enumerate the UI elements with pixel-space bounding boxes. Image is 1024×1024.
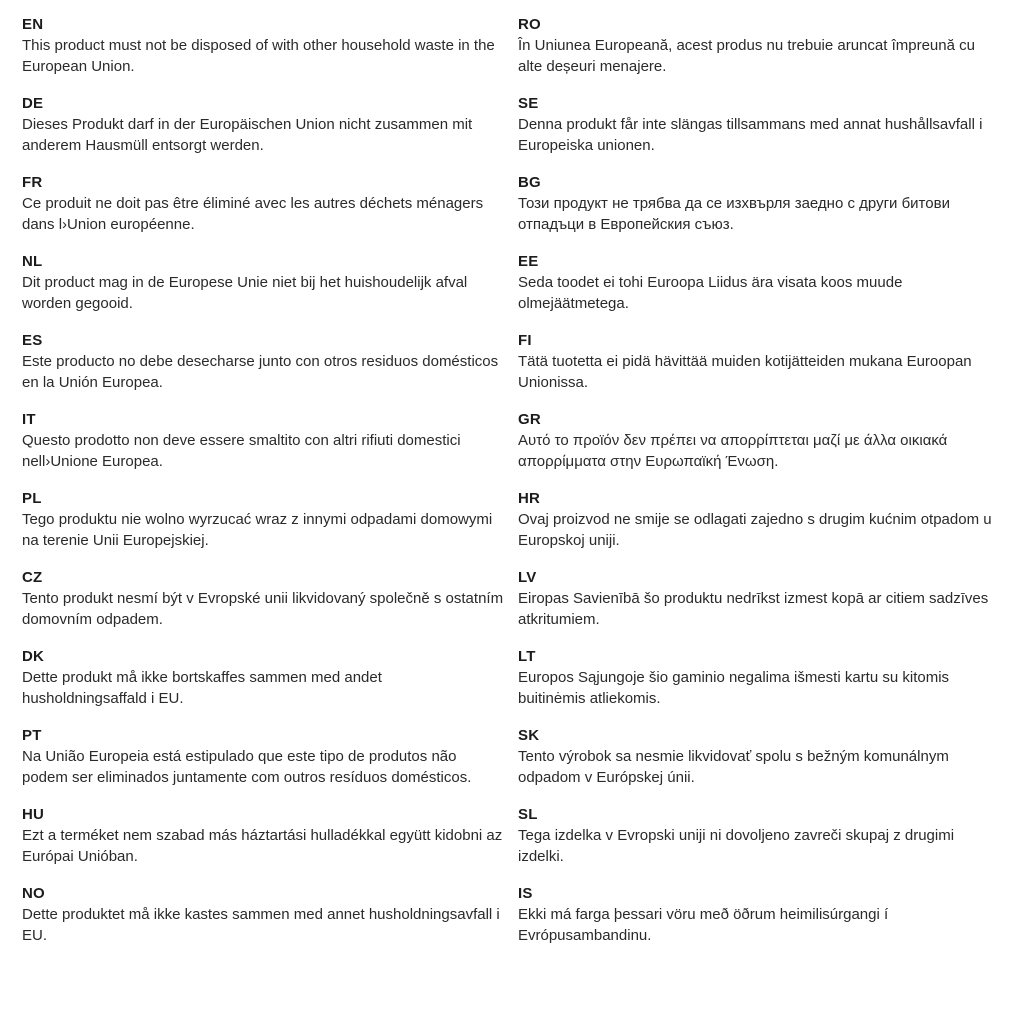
language-code-pl: PL: [22, 490, 42, 507]
notice-text-en: This product must not be disposed of with other household waste in the European Union.: [22, 37, 495, 75]
notice-text-dk: Dette produkt må ikke bortskaffes sammen med andet husholdningsaffald i EU.: [22, 669, 382, 707]
notice-entry-pl: [22, 488, 504, 551]
language-code-de: DE: [22, 95, 44, 112]
language-code-ro: RO: [518, 16, 541, 33]
notice-text-lt: Europos Sąjungoje šio gaminio negalima išmesti kartu su kitomis buitinėmis atliekomis.: [518, 669, 950, 707]
language-code-lt: LT: [518, 648, 536, 665]
notice-entry-cz: [22, 567, 504, 630]
notice-entry-ee: [518, 251, 1000, 314]
notice-entry-hr: [518, 488, 1000, 551]
notice-text-sk: Tento výrobok sa nesmie likvidovať spolu s bežným komunálnym odpadom v Európskej únii.: [518, 748, 949, 786]
notice-text-lv: Eiropas Savienībā šo produktu nedrīkst izmest kopā ar citiem sadzīves atkritumiem.: [518, 590, 989, 628]
language-code-no: NO: [22, 885, 45, 902]
right-column: [518, 14, 1000, 962]
notice-entry-ro: [518, 14, 1000, 77]
notice-entry-hu: [22, 804, 504, 867]
notice-entry-sk: [518, 725, 1000, 788]
language-code-sl: SL: [518, 806, 538, 823]
notice-text-ro: În Uniunea Europeană, acest produs nu trebuie aruncat împreună cu alte deșeuri menajere.: [518, 37, 975, 75]
notice-entry-no: [22, 883, 504, 946]
language-code-lv: LV: [518, 569, 537, 586]
notice-text-is: Ekki má farga þessari vöru með öðrum heimilisúrgangi í Evrópusambandinu.: [518, 906, 889, 944]
notice-entry-en: [22, 14, 504, 77]
language-code-it: IT: [22, 411, 36, 428]
notice-entry-gr: [518, 409, 1000, 472]
language-code-pt: PT: [22, 727, 42, 744]
notice-text-nl: Dit product mag in de Europese Unie niet bij het huishoudelijk afval worden gegooid.: [22, 274, 468, 312]
language-code-hu: HU: [22, 806, 45, 823]
notice-text-no: Dette produktet må ikke kastes sammen med annet husholdningsavfall i EU.: [22, 906, 500, 944]
notice-text-de: Dieses Produkt darf in der Europäischen Union nicht zusammen mit anderem Hausmüll entsorgt werden.: [22, 116, 473, 154]
language-code-ee: EE: [518, 253, 539, 270]
language-code-sk: SK: [518, 727, 540, 744]
notice-entry-pt: [22, 725, 504, 788]
notice-entry-dk: [22, 646, 504, 709]
language-code-en: EN: [22, 16, 44, 33]
notice-text-hr: Ovaj proizvod ne smije se odlagati zajedno s drugim kućnim otpadom u Europskoj uniji.: [518, 511, 992, 549]
notice-text-fi: Tätä tuotetta ei pidä hävittää muiden kotijätteiden mukana Euroopan Unionissa.: [518, 353, 972, 391]
language-code-hr: HR: [518, 490, 541, 507]
language-code-cz: CZ: [22, 569, 43, 586]
notice-entry-es: [22, 330, 504, 393]
notice-text-es: Este producto no debe desecharse junto con otros residuos domésticos en la Unión Europea.: [22, 353, 499, 391]
notice-text-pt: Na União Europeia está estipulado que este tipo de produtos não podem ser eliminados juntamente com outros resíduos domésticos.: [22, 748, 472, 786]
notice-text-it: Questo prodotto non deve essere smaltito con altri rifiuti domestici nell›Unione Europea.: [22, 432, 461, 470]
notice-text-ee: Seda toodet ei tohi Euroopa Liidus ära visata koos muude olmejäätmetega.: [518, 274, 903, 312]
notice-text-sl: Tega izdelka v Evropski uniji ni dovoljeno zavreči skupaj z drugimi izdelki.: [518, 827, 955, 865]
notice-entry-is: [518, 883, 1000, 946]
left-column: [22, 14, 504, 962]
notice-text-hu: Ezt a terméket nem szabad más háztartási hulladékkal együtt kidobni az Európai Unióban.: [22, 827, 503, 865]
notice-text-bg: Този продукт не трябва да се изхвърля заедно с други битови отпадъци в Европейския съюз.: [518, 195, 950, 233]
language-code-gr: GR: [518, 411, 541, 428]
language-code-bg: BG: [518, 174, 541, 191]
language-code-fi: FI: [518, 332, 532, 349]
notice-text-pl: Tego produktu nie wolno wyrzucać wraz z innymi odpadami domowymi na terenie Unii Europejskiej.: [22, 511, 493, 549]
notice-entry-bg: [518, 172, 1000, 235]
language-code-is: IS: [518, 885, 533, 902]
notice-entry-nl: [22, 251, 504, 314]
notice-text-se: Denna produkt får inte slängas tillsammans med annat hushållsavfall i Europeiska unionen.: [518, 116, 983, 154]
notice-entry-it: [22, 409, 504, 472]
notice-text-cz: Tento produkt nesmí být v Evropské unii likvidovaný společně s ostatním domovním odpadem.: [22, 590, 504, 628]
notice-entry-lv: [518, 567, 1000, 630]
notice-entry-de: [22, 93, 504, 156]
notice-text-gr: Αυτό το προϊόν δεν πρέπει να απορρίπτεται μαζί με άλλα οικιακά απορρίμματα στην Ευρωπαϊκή Ένωση.: [518, 432, 948, 470]
language-code-es: ES: [22, 332, 43, 349]
language-code-se: SE: [518, 95, 539, 112]
notice-entry-fi: [518, 330, 1000, 393]
notice-entry-sl: [518, 804, 1000, 867]
notice-entry-lt: [518, 646, 1000, 709]
notice-columns: [22, 14, 1000, 962]
language-code-nl: NL: [22, 253, 43, 270]
notice-entry-se: [518, 93, 1000, 156]
language-code-fr: FR: [22, 174, 43, 191]
notice-text-fr: Ce produit ne doit pas être éliminé avec les autres déchets ménagers dans l›Union européenne.: [22, 195, 484, 233]
language-code-dk: DK: [22, 648, 45, 665]
notice-entry-fr: [22, 172, 504, 235]
